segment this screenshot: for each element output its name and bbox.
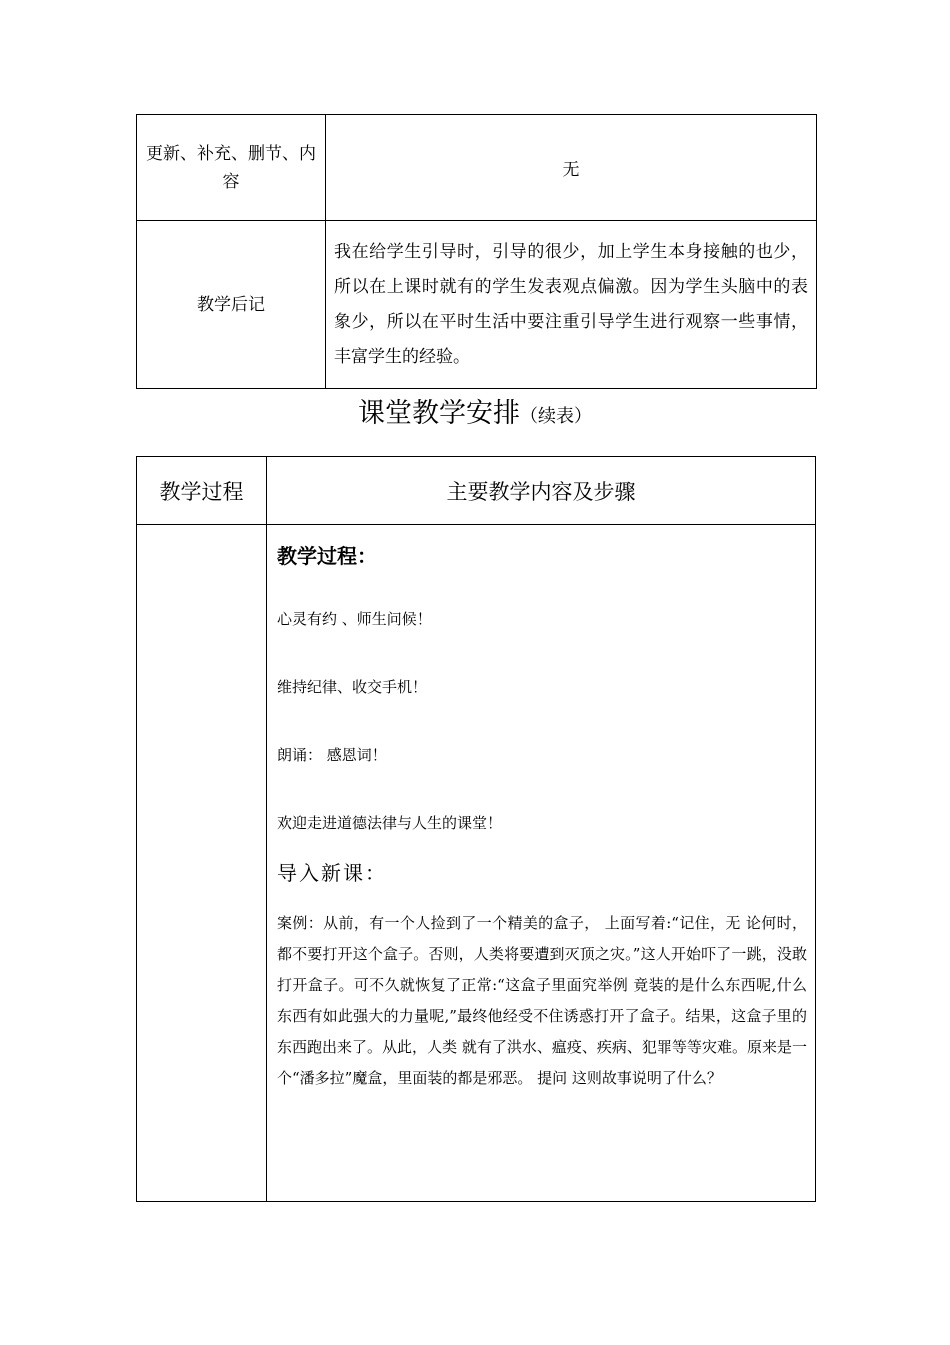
section-title-process: 教学过程： <box>277 544 377 568</box>
list-item: 欢迎走进道德法律与人生的课堂！ <box>277 814 503 832</box>
list-item: 心灵有约 、师生问候！ <box>277 610 432 628</box>
row-content-afterword <box>326 221 817 389</box>
list-item: 朗诵： 感恩词！ <box>277 746 387 764</box>
header-process: 教学过程 <box>137 457 267 525</box>
table-row <box>137 221 817 389</box>
label-text: 更新、补充、删节、内容 <box>146 143 316 192</box>
row-label-update <box>137 115 326 221</box>
teaching-plan-table <box>136 456 816 1202</box>
supplement-table <box>136 114 817 389</box>
list-item: 维持纪律、收交手机！ <box>277 678 428 696</box>
content-text: 无 <box>562 160 580 181</box>
header-content: 主要教学内容及步骤 <box>267 457 816 525</box>
story-paragraph: 案例：从前，有一个人捡到了一个精美的盒子， 上面写着:“记住，无 论何时，都不要打开这个盒子。否则，人类将要遭到灭顶之灾。”这人开始吓了一跳，没敢打开盒子。可不久就恢复了正常:“这盒子里面究举例 竟装的是什么东西呢,什么东西有如此强大的力量呢,”最终他经受不住诱惑打开了盒子。结果，这盒子里的东西跑出来了。从此，人类 就有了洪水、瘟疫、疾病、犯罪等等灾难。原来是一个“潘多拉”魔盒，里面装的都是邪恶。 提问 这则故事说明了什么？ <box>277 914 807 1087</box>
table-row <box>137 115 817 221</box>
label-text: 教学后记 <box>197 294 265 315</box>
title-main: 课堂教学安排 <box>358 398 520 429</box>
content-text: 我在给学生引导时，引导的很少，加上学生本身接触的也少，所以在上课时就有的学生发表观点偏激。因为学生头脑中的表象少，所以在平时生活中要注重引导学生进行观察一些事情，丰富学生的经验。 <box>334 241 808 367</box>
table-header-row <box>137 457 816 525</box>
row-content-update <box>326 115 817 221</box>
title-sub: （续表） <box>520 406 592 427</box>
table-row <box>137 525 816 1202</box>
section-title-intro: 导入新课： <box>277 861 387 885</box>
process-cell <box>137 525 267 1202</box>
content-cell <box>267 525 816 1202</box>
page-title <box>0 394 950 437</box>
row-label-afterword <box>137 221 326 389</box>
